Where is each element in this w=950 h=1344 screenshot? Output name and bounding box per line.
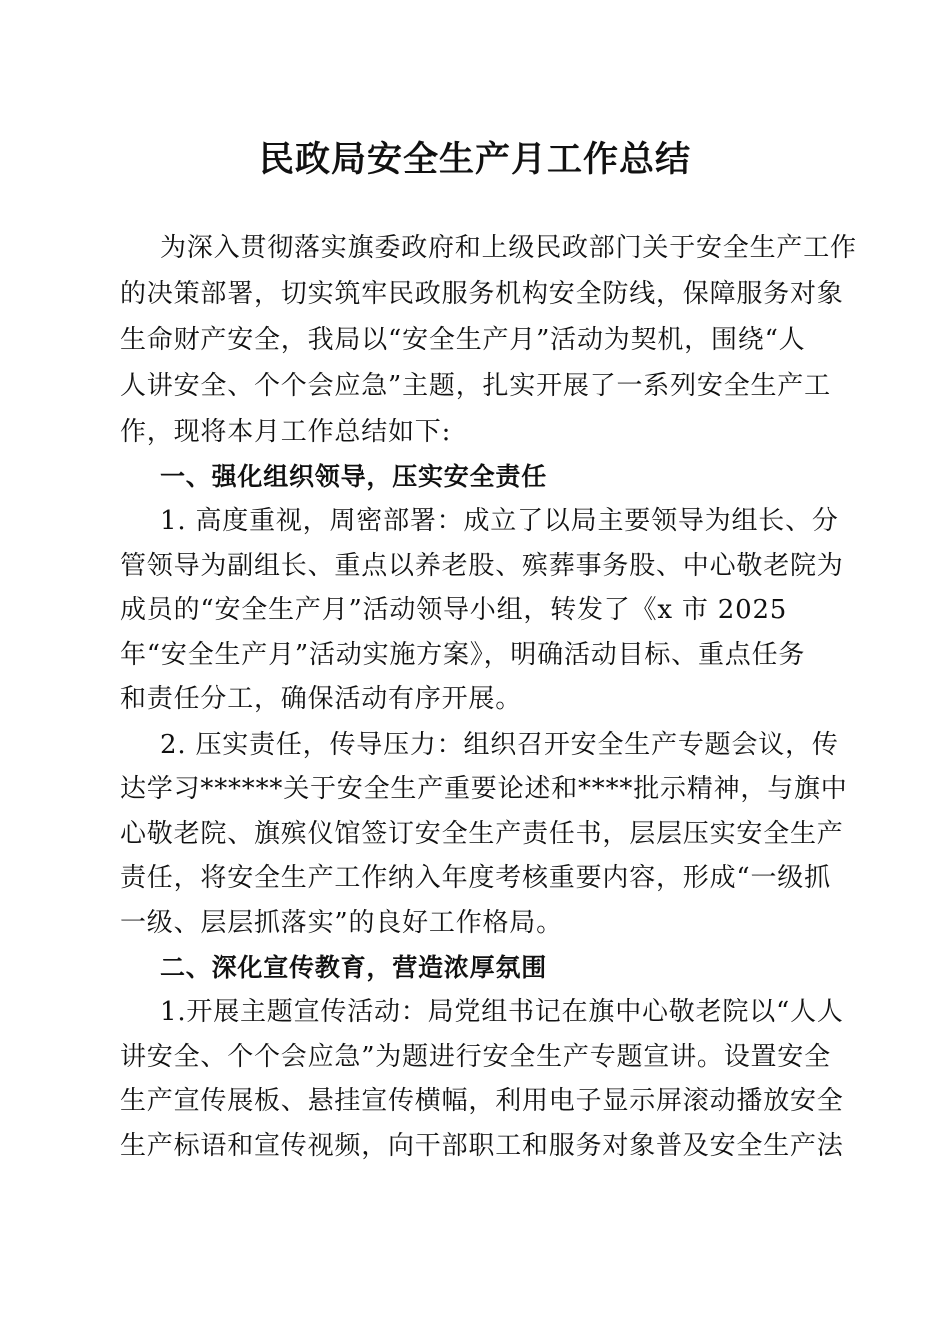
paragraph-line: 生产宣传展板、悬挂宣传横幅，利用电子显示屏滚动播放安全 — [120, 1086, 844, 1116]
intro-line: 作，现将本月工作总结如下: — [120, 417, 452, 447]
intro-line: 人讲安全、个个会应急”主题，扎实开展了一系列安全生产工 — [120, 371, 831, 401]
section-heading: 一、强化组织领导，压实安全责任 — [160, 462, 548, 491]
paragraph-line: 责任，将安全生产工作纳入年度考核重要内容，形成“一级抓 — [120, 863, 831, 893]
paragraph-line: 讲安全、个个会应急”为题进行安全生产专题宣讲。设置安全 — [120, 1042, 831, 1072]
paragraph-line: 年“安全生产月”活动实施方案》，明确活动目标、重点任务 — [120, 640, 806, 670]
intro-line: 为深入贯彻落实旗委政府和上级民政部门关于安全生产工作 — [160, 233, 857, 263]
intro-line: 生命财产安全，我局以“安全生产月”活动为契机，围绕“人 — [120, 325, 806, 355]
paragraph-line: 2. 压实责任，传导压力：组织召开安全生产专题会议，传 — [160, 730, 839, 760]
paragraph-line: 生产标语和宣传视频，向干部职工和服务对象普及安全生产法 — [120, 1131, 844, 1161]
paragraph-line: 一级、层层抓落实”的良好工作格局。 — [120, 908, 563, 938]
paragraph-line: 心敬老院、旗殡仪馆签订安全生产责任书，层层压实安全生产 — [120, 819, 844, 849]
paragraph-line: 和责任分工，确保活动有序开展。 — [120, 684, 523, 714]
intro-line: 的决策部署，切实筑牢民政服务机构安全防线，保障服务对象 — [120, 279, 844, 309]
paragraph-line: 管领导为副组长、重点以养老股、殡葬事务股、中心敬老院为 — [120, 551, 844, 581]
paragraph-line: 成员的“安全生产月”活动领导小组，转发了《x 市 2025 — [120, 595, 788, 625]
document-title: 民政局安全生产月工作总结 — [258, 140, 691, 180]
paragraph-line: 达学习******关于安全生产重要论述和****批示精神，与旗中 — [120, 774, 848, 804]
paragraph-line: 1. 高度重视，周密部署：成立了以局主要领导为组长、分 — [160, 506, 839, 536]
paragraph-line: 1.开展主题宣传活动：局党组书记在旗中心敬老院以“人人 — [160, 997, 844, 1027]
section-heading: 二、深化宣传教育，营造浓厚氛围 — [160, 953, 548, 982]
